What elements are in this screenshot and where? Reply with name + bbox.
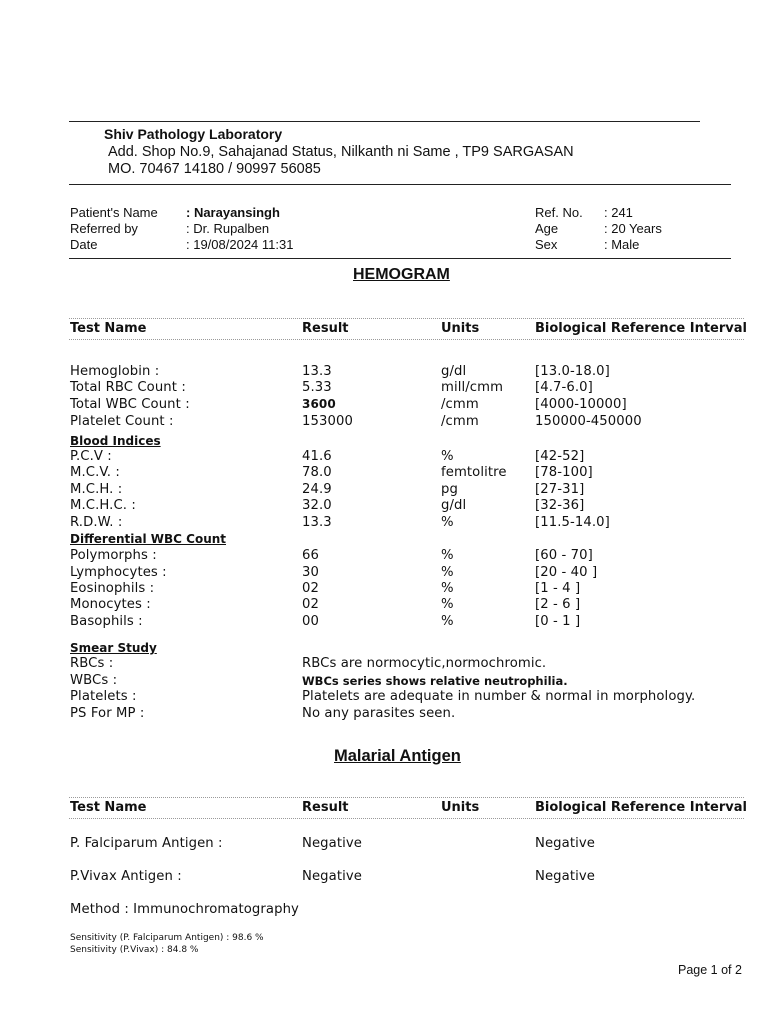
page-number: Page 1 of 2 bbox=[678, 963, 742, 977]
test-units: g/dl bbox=[441, 364, 467, 379]
test-ref: [60 - 70] bbox=[535, 548, 593, 563]
lab-name: Shiv Pathology Laboratory bbox=[104, 126, 283, 142]
sex-value: : Male bbox=[604, 237, 640, 252]
malarial-header-ref: Biological Reference Interval bbox=[535, 800, 747, 815]
test-name: M.C.H.C. : bbox=[70, 498, 136, 513]
test-result: 3600 bbox=[302, 397, 336, 411]
test-units: % bbox=[441, 548, 454, 563]
method-text: Method : Immunochromatography bbox=[70, 902, 299, 917]
test-name: Polymorphs : bbox=[70, 548, 157, 563]
hemogram-header-top-rule bbox=[69, 318, 744, 319]
test-name: Eosinophils : bbox=[70, 581, 155, 596]
test-ref: [11.5-14.0] bbox=[535, 515, 610, 530]
test-result: 153000 bbox=[302, 414, 353, 429]
hemogram-title: HEMOGRAM bbox=[353, 266, 450, 283]
smear-name: RBCs : bbox=[70, 656, 114, 671]
test-name: Lymphocytes : bbox=[70, 565, 167, 580]
test-name: R.D.W. : bbox=[70, 515, 123, 530]
lab-mobile: MO. 70467 14180 / 90997 56085 bbox=[108, 161, 321, 177]
patient-rule bbox=[69, 258, 731, 259]
malarial-title: Malarial Antigen bbox=[334, 747, 461, 765]
age-value: : 20 Years bbox=[604, 221, 662, 236]
test-name: P.C.V : bbox=[70, 449, 112, 464]
test-ref: [13.0-18.0] bbox=[535, 364, 610, 379]
age-label: Age bbox=[535, 221, 559, 236]
test-units: pg bbox=[441, 482, 458, 497]
test-name: M.C.V. : bbox=[70, 465, 120, 480]
test-units: % bbox=[441, 449, 454, 464]
test-name: Platelet Count : bbox=[70, 414, 174, 429]
test-ref: Negative bbox=[535, 869, 595, 884]
test-ref: [32-36] bbox=[535, 498, 585, 513]
test-result: 02 bbox=[302, 597, 319, 612]
hemogram-header-result: Result bbox=[302, 321, 349, 336]
malarial-header-top-rule bbox=[69, 797, 744, 798]
test-ref: [42-52] bbox=[535, 449, 585, 464]
lab-address: Add. Shop No.9, Sahajanad Status, Nilkanth ni Same , TP9 SARGASAN bbox=[108, 144, 574, 160]
test-result: 78.0 bbox=[302, 465, 332, 480]
test-units: % bbox=[441, 597, 454, 612]
test-name: Basophils : bbox=[70, 614, 143, 629]
hemogram-header-test: Test Name bbox=[70, 321, 147, 336]
smear-name: Platelets : bbox=[70, 689, 137, 704]
test-ref: [1 - 4 ] bbox=[535, 581, 581, 596]
hemogram-header-ref: Biological Reference Interval bbox=[535, 321, 747, 336]
malarial-header-result: Result bbox=[302, 800, 349, 815]
test-units: % bbox=[441, 565, 454, 580]
patient-name-label: Patient's Name bbox=[70, 205, 158, 220]
test-units: /cmm bbox=[441, 397, 479, 412]
test-ref: [4.7-6.0] bbox=[535, 380, 593, 395]
blood-indices-title: Blood Indices bbox=[70, 434, 161, 448]
test-units: mill/cmm bbox=[441, 380, 504, 395]
hemogram-header-bottom-rule bbox=[69, 339, 744, 340]
malarial-header-units: Units bbox=[441, 800, 480, 815]
test-result: 00 bbox=[302, 614, 319, 629]
test-name: Monocytes : bbox=[70, 597, 151, 612]
date-value: : 19/08/2024 11:31 bbox=[186, 237, 294, 252]
test-result: 66 bbox=[302, 548, 319, 563]
smear-note: Platelets are adequate in number & normal in morphology. bbox=[302, 689, 696, 704]
test-units: femtolitre bbox=[441, 465, 507, 480]
malarial-header-test: Test Name bbox=[70, 800, 147, 815]
smear-name: WBCs : bbox=[70, 673, 118, 688]
test-units: % bbox=[441, 581, 454, 596]
test-result: 41.6 bbox=[302, 449, 332, 464]
test-units: g/dl bbox=[441, 498, 467, 513]
test-units: /cmm bbox=[441, 414, 479, 429]
test-ref: [2 - 6 ] bbox=[535, 597, 581, 612]
referred-value: : Dr. Rupalben bbox=[186, 221, 270, 236]
referred-label: Referred by bbox=[70, 221, 138, 236]
test-result: 13.3 bbox=[302, 364, 332, 379]
date-label: Date bbox=[70, 237, 98, 252]
test-result: Negative bbox=[302, 869, 362, 884]
test-ref: [0 - 1 ] bbox=[535, 614, 581, 629]
test-name: Hemoglobin : bbox=[70, 364, 160, 379]
test-name: M.C.H. : bbox=[70, 482, 123, 497]
differential-wbc-title: Differential WBC Count bbox=[70, 532, 227, 546]
test-ref: Negative bbox=[535, 836, 595, 851]
patient-name-value: : Narayansingh bbox=[186, 205, 280, 220]
smear-note: RBCs are normocytic,normochromic. bbox=[302, 656, 547, 671]
smear-note: No any parasites seen. bbox=[302, 706, 456, 721]
test-result: 32.0 bbox=[302, 498, 332, 513]
test-name: P. Falciparum Antigen : bbox=[70, 836, 223, 851]
test-ref: [78-100] bbox=[535, 465, 593, 480]
test-name: Total WBC Count : bbox=[70, 397, 190, 412]
test-ref: [27-31] bbox=[535, 482, 585, 497]
test-result: 02 bbox=[302, 581, 319, 596]
smear-note: WBCs series shows relative neutrophilia. bbox=[302, 674, 568, 688]
test-ref: [20 - 40 ] bbox=[535, 565, 598, 580]
sensitivity-falciparum: Sensitivity (P. Falciparum Antigen) : 98.6 % bbox=[70, 933, 264, 943]
ref-no-value: : 241 bbox=[604, 205, 633, 220]
malarial-header-bottom-rule bbox=[69, 818, 744, 819]
top-rule bbox=[69, 121, 700, 122]
ref-no-label: Ref. No. bbox=[535, 205, 583, 220]
test-ref: [4000-10000] bbox=[535, 397, 627, 412]
test-units: % bbox=[441, 614, 454, 629]
test-name: Total RBC Count : bbox=[70, 380, 186, 395]
header-rule bbox=[69, 184, 731, 185]
test-units: % bbox=[441, 515, 454, 530]
smear-study-title: Smear Study bbox=[70, 641, 157, 655]
test-name: P.Vivax Antigen : bbox=[70, 869, 182, 884]
sex-label: Sex bbox=[535, 237, 558, 252]
sensitivity-vivax: Sensitivity (P.Vivax) : 84.8 % bbox=[70, 945, 199, 955]
test-result: 13.3 bbox=[302, 515, 332, 530]
test-result: 5.33 bbox=[302, 380, 332, 395]
smear-name: PS For MP : bbox=[70, 706, 145, 721]
test-result: 24.9 bbox=[302, 482, 332, 497]
test-ref: 150000-450000 bbox=[535, 414, 642, 429]
test-result: 30 bbox=[302, 565, 319, 580]
test-result: Negative bbox=[302, 836, 362, 851]
hemogram-header-units: Units bbox=[441, 321, 480, 336]
